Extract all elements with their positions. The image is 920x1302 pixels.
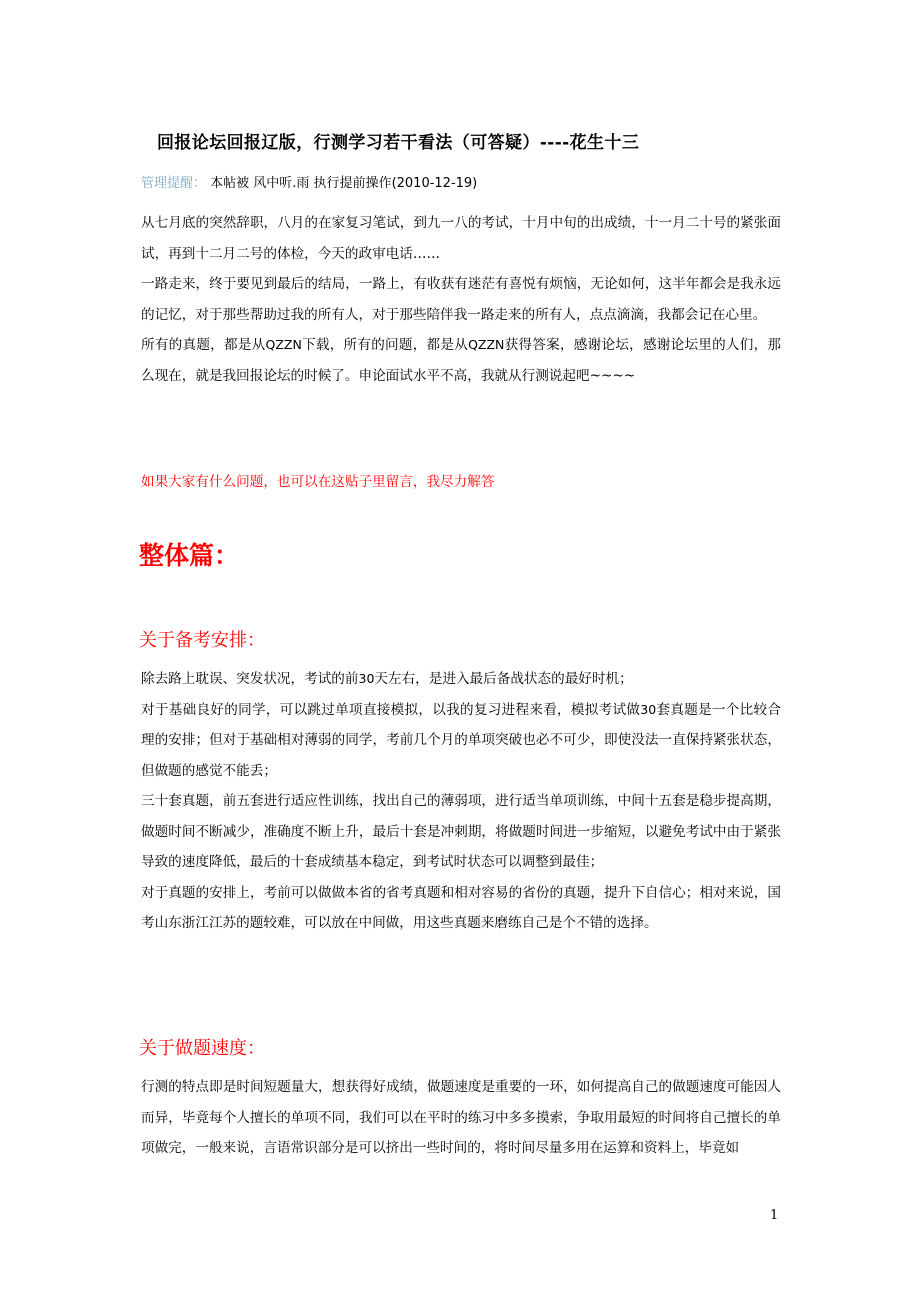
plan-paragraph-4: 对于真题的安排上，考前可以做做本省的省考真题和相对容易的省份的真题，提升下自信心；相对来说，国考山东浙江江苏的题较难，可以放在中间做，用这些真题来磨练自己是个不错的选择。 <box>141 884 781 931</box>
plan-p1-part-b: 天左右，是进入最后备战状态的最好时机； <box>374 671 633 687</box>
intro-p3-part-c: 获得答案，感谢论坛，感谢论坛里的人们，那么现在，就是我回报论坛的时候了。申论面试水平不高，我就从行测说起吧~~~~ <box>141 337 782 384</box>
speed-paragraph-1: 行测的特点即是时间短题量大，想获得好成绩，做题速度是重要的一环，如何提高自己的做题速度可能因人而异，毕竟每个人擅长的单项不同，我们可以在平时的练习中多多摸索，争取用最短的时间将自己擅长的单项做完，一般来说，言语常识部分是可以挤出一些时间的，将时间尽量多用在运算和资料上，毕竟如 <box>141 1079 781 1156</box>
page-number: 1 <box>770 1208 779 1223</box>
plan-p2-part-b: 套真题是一个比较合理的安排；但对于基础相对薄弱的同学，考前几个月的单项突破也必不可少，即使没法一直保持紧张状态，但做题的感觉不能丢； <box>141 701 782 779</box>
plan-paragraph-1 <box>141 664 781 695</box>
intro-p3-part-a: 所有的真题，都是从 <box>141 337 266 353</box>
plan-paragraph-2 <box>141 695 781 787</box>
notice-label: 管理提醒： <box>141 176 207 191</box>
plan-p2-number: 30 <box>640 701 657 717</box>
management-notice <box>141 172 477 191</box>
section-heading-plan: 关于备考安排： <box>139 630 265 651</box>
intro-paragraph-3 <box>141 330 781 391</box>
plan-p1-number: 30 <box>358 671 375 686</box>
intro-paragraph-2: 一路走来，终于要见到最后的结局，一路上，有收获有迷茫有喜悦有烦恼，无论如何，这半年都会是我永远的记忆，对于那些帮助过我的所有人，对于那些陪伴我一路走来的所有人，点点滴滴，我都会记在心里。 <box>141 276 781 323</box>
plan-paragraph-3: 三十套真题，前五套进行适应性训练，找出自己的薄弱项，进行适当单项训练，中间十五套是稳步提高期，做题时间不断减少，准确度不断上升，最后十套是冲刺期，将做题时间进一步缩短，以避免考试中由于紧张导致的速度降低，最后的十套成绩基本稳定，到考试时状态可以调整到最佳； <box>141 793 781 870</box>
speed-section <box>141 1072 781 1164</box>
notice-text: 本帖被 风中听.雨 执行提前操作 <box>210 176 392 191</box>
plan-p2-part-a: 对于基础良好的同学，可以跳过单项直接模拟，以我的复习进程来看，模拟考试做 <box>141 701 641 718</box>
title-author: ----花生十三 <box>539 133 640 153</box>
section-heading-overall: 整体篇： <box>139 541 240 570</box>
notice-date: (2010-12-19) <box>391 176 478 191</box>
intro-paragraph-1: 从七月底的突然辞职，八月的在家复习笔试，到九一八的考试，十月中旬的出成绩，十一月二十号的紧张面试，再到十二月二号的体检，今天的政审电话…… <box>141 215 781 262</box>
plan-section <box>141 664 781 939</box>
brand-qzzn-2: QZZN <box>468 337 505 352</box>
plan-p1-part-a: 除去路上耽误、突发状况，考试的前 <box>141 671 359 687</box>
intro-p3-part-b: 下载，所有的问题，都是从 <box>301 337 469 353</box>
document-title <box>157 128 857 153</box>
intro-section <box>141 208 781 391</box>
brand-qzzn-1: QZZN <box>265 337 302 352</box>
section-heading-speed: 关于做题速度： <box>139 1038 265 1059</box>
red-note: 如果大家有什么问题，也可以在这贴子里留言，我尽力解答 <box>141 474 495 490</box>
title-text: 回报论坛回报辽版，行测学习若干看法（可答疑） <box>157 133 540 153</box>
